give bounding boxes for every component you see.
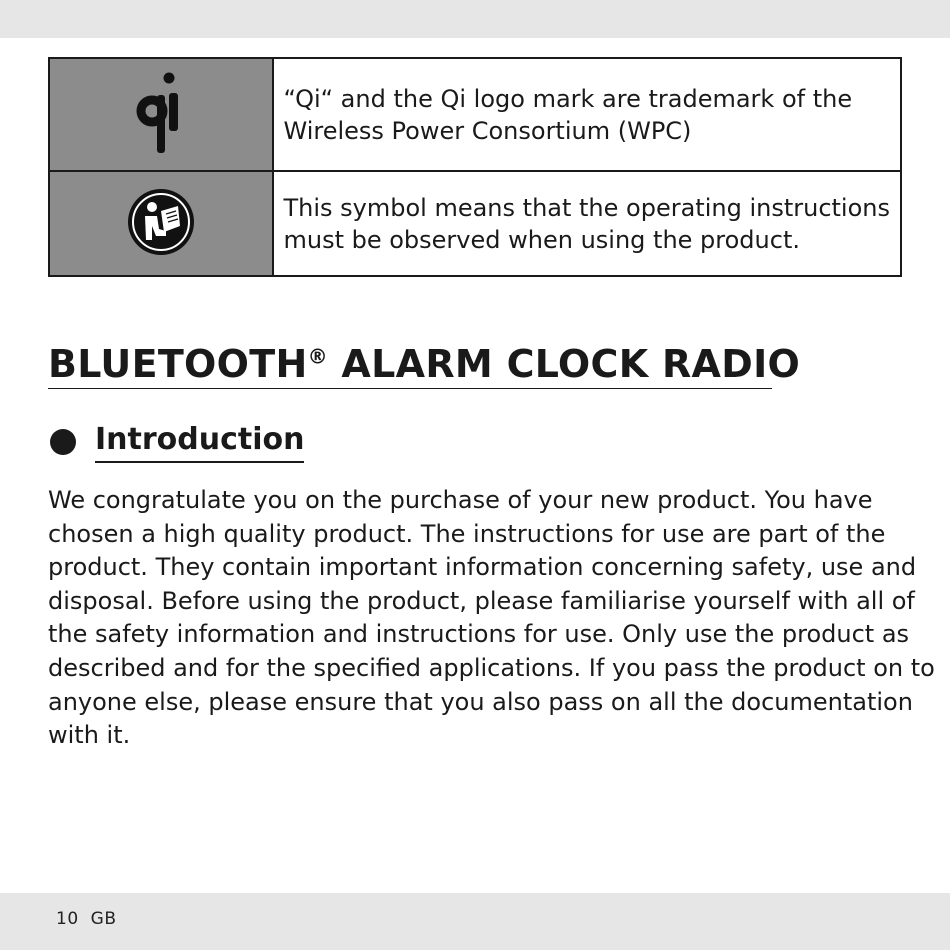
symbol-cell-qi (49, 58, 273, 171)
symbol-description-manual (273, 171, 901, 276)
symbol-cell-manual (49, 171, 273, 276)
product-title-rest: ALARM CLOCK RADIO (327, 342, 801, 386)
symbol-description-qi (273, 58, 901, 171)
product-title-brand: BLUETOOTH (48, 342, 308, 386)
body-line: product. They contain important information concerning safety, use and (48, 553, 917, 582)
symbol-row-manual (49, 171, 901, 276)
section-heading-introduction: Introduction (95, 419, 304, 463)
body-line: chosen a high quality product. The instructions for use are part of the (48, 519, 886, 548)
body-line: described and for the specified applications. If you pass the product on to (48, 653, 935, 682)
footer (56, 909, 116, 929)
body-line: We congratulate you on the purchase of your new product. You have (48, 486, 873, 514)
body-line: disposal. Before using the product, please familiarise yourself with all of (48, 586, 915, 615)
top-band (0, 0, 950, 38)
body-line: anyone else, please ensure that you also pass on all the documentation (48, 687, 913, 716)
language-code: GB (90, 909, 117, 929)
footer-band (0, 893, 950, 950)
read-manual-icon (126, 187, 196, 257)
description-line: Wireless Power Consortium (WPC) (283, 116, 692, 145)
qi-logo-icon (131, 71, 191, 155)
description-line: “Qi“ and the Qi logo mark are trademark of the (283, 84, 853, 113)
symbol-table (48, 57, 902, 277)
body-line: the safety information and instructions for use. Only use the product as (48, 620, 910, 649)
registered-mark: ® (307, 344, 328, 369)
introduction-body (48, 484, 935, 753)
section-bullet-icon (50, 429, 76, 455)
description-line: This symbol means that the operating instructions (283, 193, 890, 222)
product-title (48, 340, 801, 389)
body-line: with it. (48, 721, 131, 750)
symbol-row-qi (49, 58, 901, 171)
description-line: must be observed when using the product. (283, 225, 800, 254)
page-number: 10 (56, 909, 79, 929)
